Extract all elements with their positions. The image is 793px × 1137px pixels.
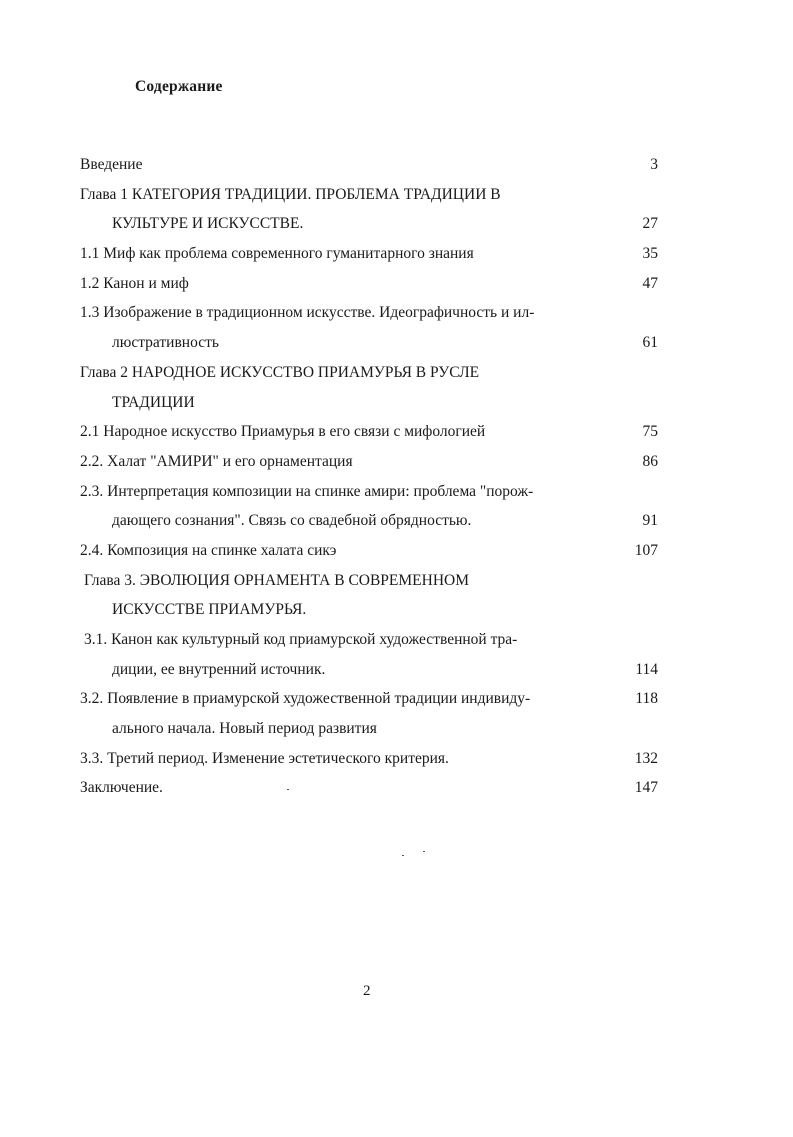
toc-entry-text: 2.2. Халат "АМИРИ" и его орнаментация [80,452,353,470]
toc-entry-text: 3.1. Канон как культурный код приамурской художественной тра- [84,631,518,648]
toc-entry-text: 1.2 Канон и миф [80,274,189,292]
scan-speck [402,855,404,856]
toc-entry-page: 132 [634,749,658,767]
toc-entry-text: дающего сознания". Связь со свадебной обрядностью. [112,512,472,530]
toc-entry-page: 114 [635,660,658,678]
toc-entry-text: Глава 3. ЭВОЛЮЦИЯ ОРНАМЕНТА В СОВРЕМЕННОМ [84,571,470,589]
toc-entry-text: 1.1 Миф как проблема современного гуманитарного знания [80,245,474,263]
toc-entry-3-2 [80,684,660,714]
toc-entry-1-3-cont [80,328,660,358]
toc-entry-chapter-1-cont [80,209,660,239]
toc-entry-3-1-cont [80,655,660,685]
toc-entry-introduction [80,150,660,180]
toc-entry-2-1 [80,417,660,447]
toc-entry-chapter-3 [80,566,660,596]
toc-entry-3-2-cont [80,714,660,744]
toc-entry-1-2 [80,269,660,299]
toc-entry-chapter-2-cont [80,388,660,418]
toc-entry-3-3 [80,744,660,774]
toc-entry-page: 3 [650,156,658,173]
toc-entry-text: люстративность [112,334,219,352]
toc-entry-text: Глава 1 КАТЕГОРИЯ ТРАДИЦИИ. ПРОБЛЕМА ТРАДИЦИИ В [80,185,501,203]
toc-entry-page: 118 [635,690,658,708]
toc-entry-text: ального начала. Новый период развития [112,720,377,738]
toc-entry-text: 2.4. Композиция на спинке халата сикэ [80,541,337,559]
toc-entry-text: Глава 2 НАРОДНОЕ ИСКУССТВО ПРИАМУРЬЯ В РУСЛЕ [80,363,480,381]
table-of-contents [80,150,660,803]
toc-entry-3-1 [80,625,660,655]
toc-entry-page: 91 [642,512,658,530]
toc-entry-text: 1.3 Изображение в традиционном искусстве. Идеографичность и ил- [80,304,535,322]
toc-entry-page: 47 [642,274,658,292]
toc-entry-page: 75 [642,423,658,441]
toc-entry-page: 147 [634,779,658,797]
toc-entry-page: 35 [642,245,658,263]
toc-entry-text: ИСКУССТВЕ ПРИАМУРЬЯ. [112,601,307,619]
toc-entry-2-2 [80,447,660,477]
toc-entry-text: 2.3. Интерпретация композиции на спинке амири: проблема "порож- [80,482,534,500]
toc-entry-1-1 [80,239,660,269]
toc-entry-text: Введение [80,156,143,173]
toc-entry-2-3-cont [80,506,660,536]
toc-entry-chapter-3-cont [80,595,660,625]
toc-entry-text: 3.2. Появление в приамурской художественной традиции индивиду- [80,690,531,708]
toc-entry-text: ТРАДИЦИИ [112,393,195,411]
toc-entry-conclusion [80,773,660,803]
toc-entry-page: 86 [642,452,658,470]
toc-entry-page: 107 [634,541,658,559]
toc-entry-text: КУЛЬТУРЕ И ИСКУССТВЕ. [112,215,304,233]
page-number: 2 [363,983,371,999]
toc-entry-2-3 [80,477,660,507]
toc-entry-chapter-2 [80,358,660,388]
scan-speck [287,789,289,790]
page-title: Содержание [135,78,223,95]
toc-entry-text: 2.1 Народное искусство Приамурья в его связи с мифологией [80,423,486,441]
toc-entry-text: Заключение. [80,779,163,797]
toc-entry-2-4 [80,536,660,566]
toc-entry-text: диции, ее внутренний источник. [112,660,326,678]
toc-entry-chapter-1 [80,180,660,210]
toc-entry-text: 3.3. Третий период. Изменение эстетического критерия. [80,749,449,767]
scan-speck [423,851,425,852]
toc-entry-page: 61 [642,334,658,352]
toc-entry-1-3 [80,298,660,328]
toc-entry-page: 27 [642,215,658,233]
